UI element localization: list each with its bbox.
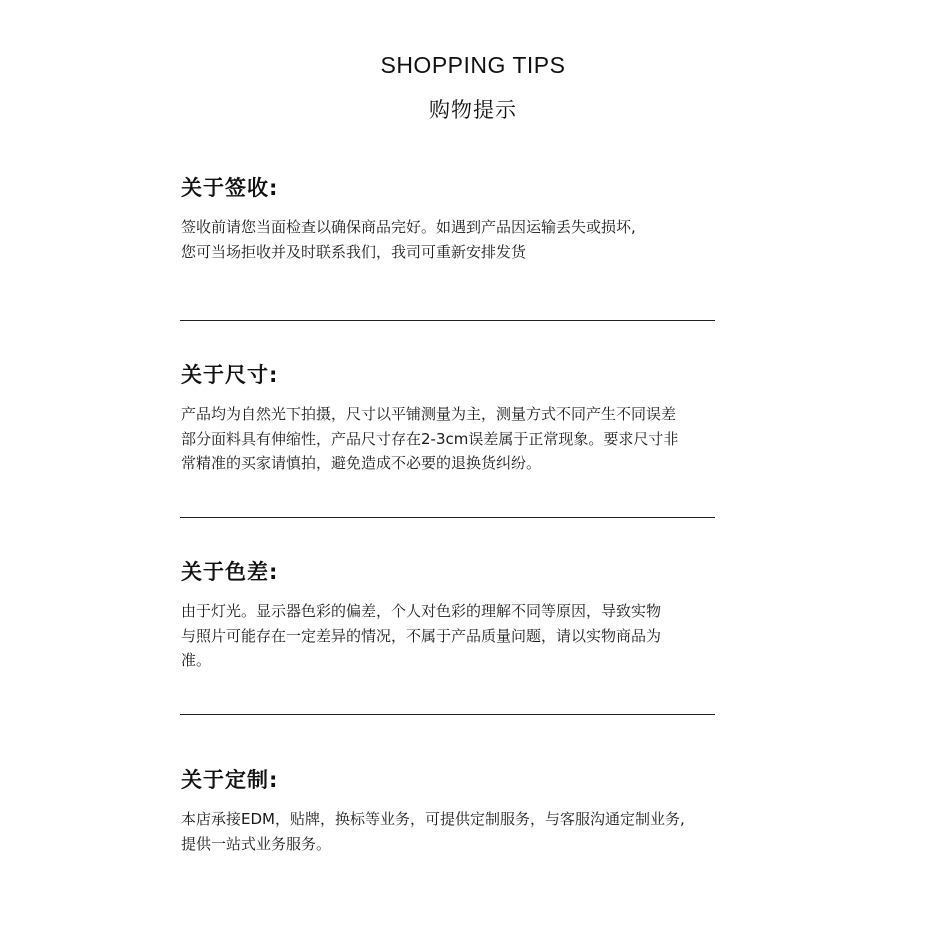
section-customization bbox=[181, 766, 781, 856]
body-line: 与照片可能存在一定差异的情况，不属于产品质量问题，请以实物商品为 bbox=[181, 626, 662, 645]
section-heading: 关于尺寸: bbox=[181, 363, 279, 387]
page-title-en: SHOPPING TIPS bbox=[380, 52, 566, 78]
body-line: 准。 bbox=[181, 651, 212, 669]
page-title-cn: 购物提示 bbox=[429, 98, 517, 122]
body-line: 部分面料具有伸缩性，产品尺寸存在2-3cm误差属于正常现象。要求尺寸非 bbox=[181, 429, 679, 448]
section-divider bbox=[180, 714, 715, 715]
section-body bbox=[181, 215, 781, 264]
section-body bbox=[181, 599, 781, 673]
section-signing bbox=[181, 174, 781, 264]
body-line: 您可当场拒收并及时联系我们，我司可重新安排发货 bbox=[181, 242, 527, 261]
section-heading: 关于定制: bbox=[181, 768, 279, 792]
body-line: 产品均为自然光下拍摄，尺寸以平铺测量为主，测量方式不同产生不同误差 bbox=[181, 405, 677, 423]
section-body bbox=[181, 402, 781, 476]
body-line: 由于灯光。显示器色彩的偏差，个人对色彩的理解不同等原因，导致实物 bbox=[181, 602, 662, 620]
body-line: 本店承接EDM，贴牌，换标等业务，可提供定制服务，与客服沟通定制业务, bbox=[181, 810, 685, 828]
section-size bbox=[181, 361, 781, 476]
section-body bbox=[181, 807, 781, 856]
section-heading: 关于签收: bbox=[181, 176, 279, 200]
body-line: 常精准的买家请慎拍，避免造成不必要的退换货纠纷。 bbox=[181, 454, 542, 472]
section-color-difference bbox=[181, 558, 781, 673]
section-divider bbox=[180, 517, 715, 518]
body-line: 签收前请您当面检查以确保商品完好。如遇到产品因运输丢失或损坏, bbox=[181, 218, 636, 236]
section-divider bbox=[180, 320, 715, 321]
section-heading: 关于色差: bbox=[181, 560, 279, 584]
body-line: 提供一站式业务服务。 bbox=[181, 834, 332, 853]
